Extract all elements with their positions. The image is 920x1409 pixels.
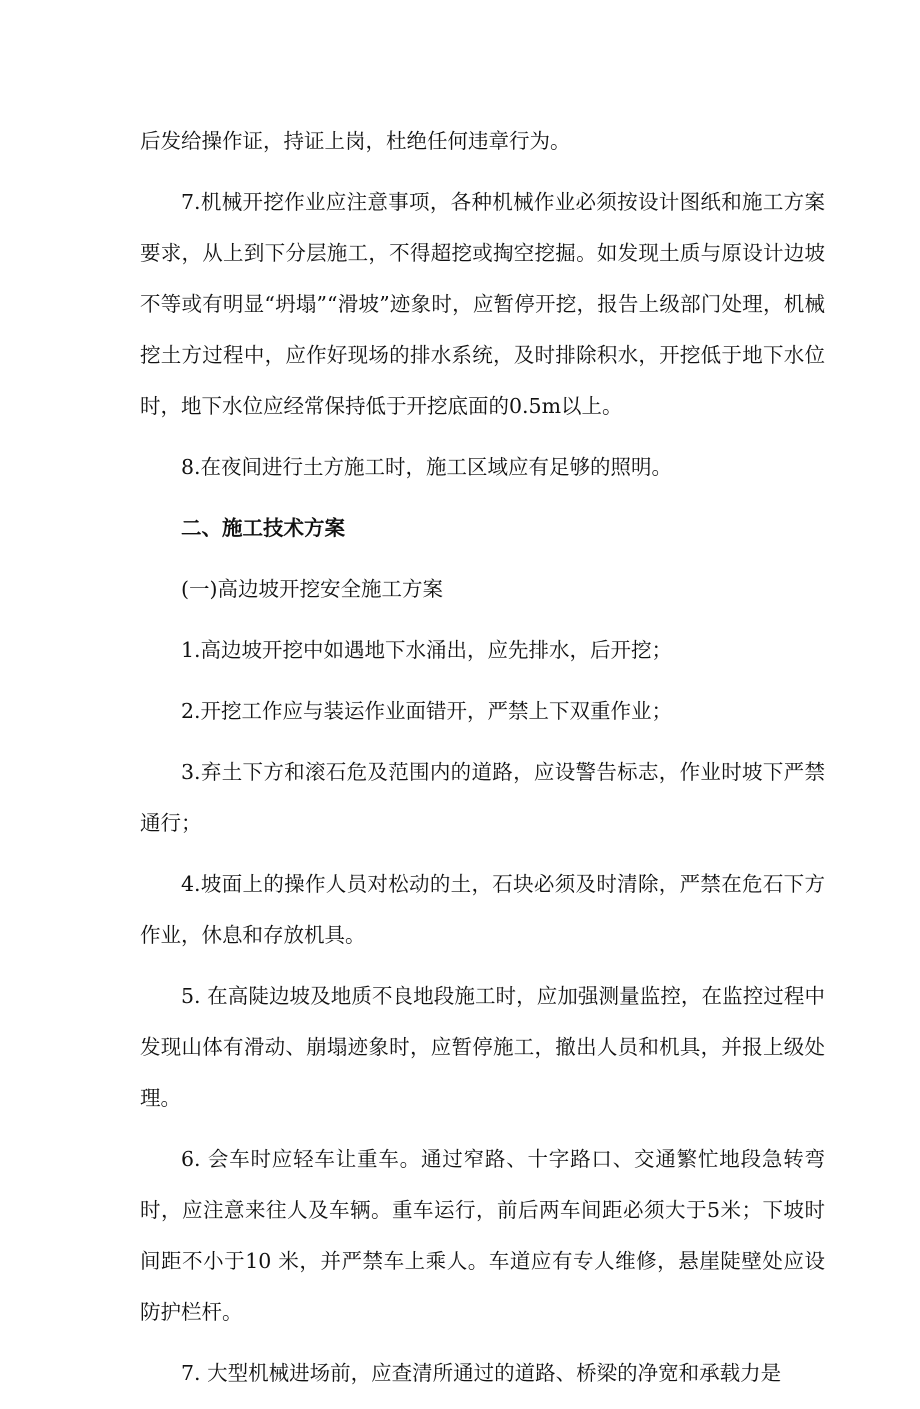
section-heading-technical-plan: 二、施工技术方案 (181, 516, 345, 540)
paragraph-item-5-monitoring: 5. 在高陡边坡及地质不良地段施工时，应加强测量监控，在监控过程中发现山体有滑动、崩塌迹象时，应暂停施工，撤出人员和机具，并报上级处理。 (140, 984, 825, 1110)
subsection-heading-high-slope: (一)高边坡开挖安全施工方案 (181, 577, 443, 601)
paragraph-item-1-groundwater: 1.高边坡开挖中如遇地下水涌出，应先排水，后开挖； (181, 638, 673, 662)
paragraph-continuation: 后发给操作证，持证上岗，杜绝任何违章行为。 (140, 129, 571, 153)
paragraph-item-7-large-machinery: 7. 大型机械进场前，应查清所通过的道路、桥梁的净宽和承载力是 (181, 1361, 782, 1385)
paragraph-item-8-night-lighting: 8.在夜间进行土方施工时，施工区域应有足够的照明。 (181, 455, 673, 479)
paragraph-item-7-machinery-excavation: 7.机械开挖作业应注意事项，各种机械作业必须按设计图纸和施工方案要求，从上到下分层施工，不得超挖或掏空挖掘。如发现土质与原设计边坡不等或有明显“坍塌”“滑坡”迹象时，应暂停开挖，报告上级部门处理，机械挖土方过程中，应作好现场的排水系统，及时排除积水，开挖低于地下水位时，地下水位应经常保持低于开挖底面的0.5m以上。 (140, 190, 825, 418)
paragraph-item-4-loose-rocks: 4.坡面上的操作人员对松动的土，石块必须及时清除，严禁在危石下方作业，休息和存放机具。 (140, 872, 825, 947)
document-body (140, 116, 825, 1409)
paragraph-item-6-vehicle-passing: 6. 会车时应轻车让重车。通过窄路、十字路口、交通繁忙地段急转弯时，应注意来往人及车辆。重车运行，前后两车间距必须大于5米；下坡时间距不小于10 米，并严禁车上乘人。车道应有专人维修，悬崖陡壁处应设防护栏杆。 (140, 1147, 825, 1324)
paragraph-item-2-staggered-work: 2.开挖工作应与装运作业面错开，严禁上下双重作业； (181, 699, 673, 723)
paragraph-item-3-warning-signs: 3.弃土下方和滚石危及范围内的道路，应设警告标志，作业时坡下严禁通行； (140, 760, 825, 835)
